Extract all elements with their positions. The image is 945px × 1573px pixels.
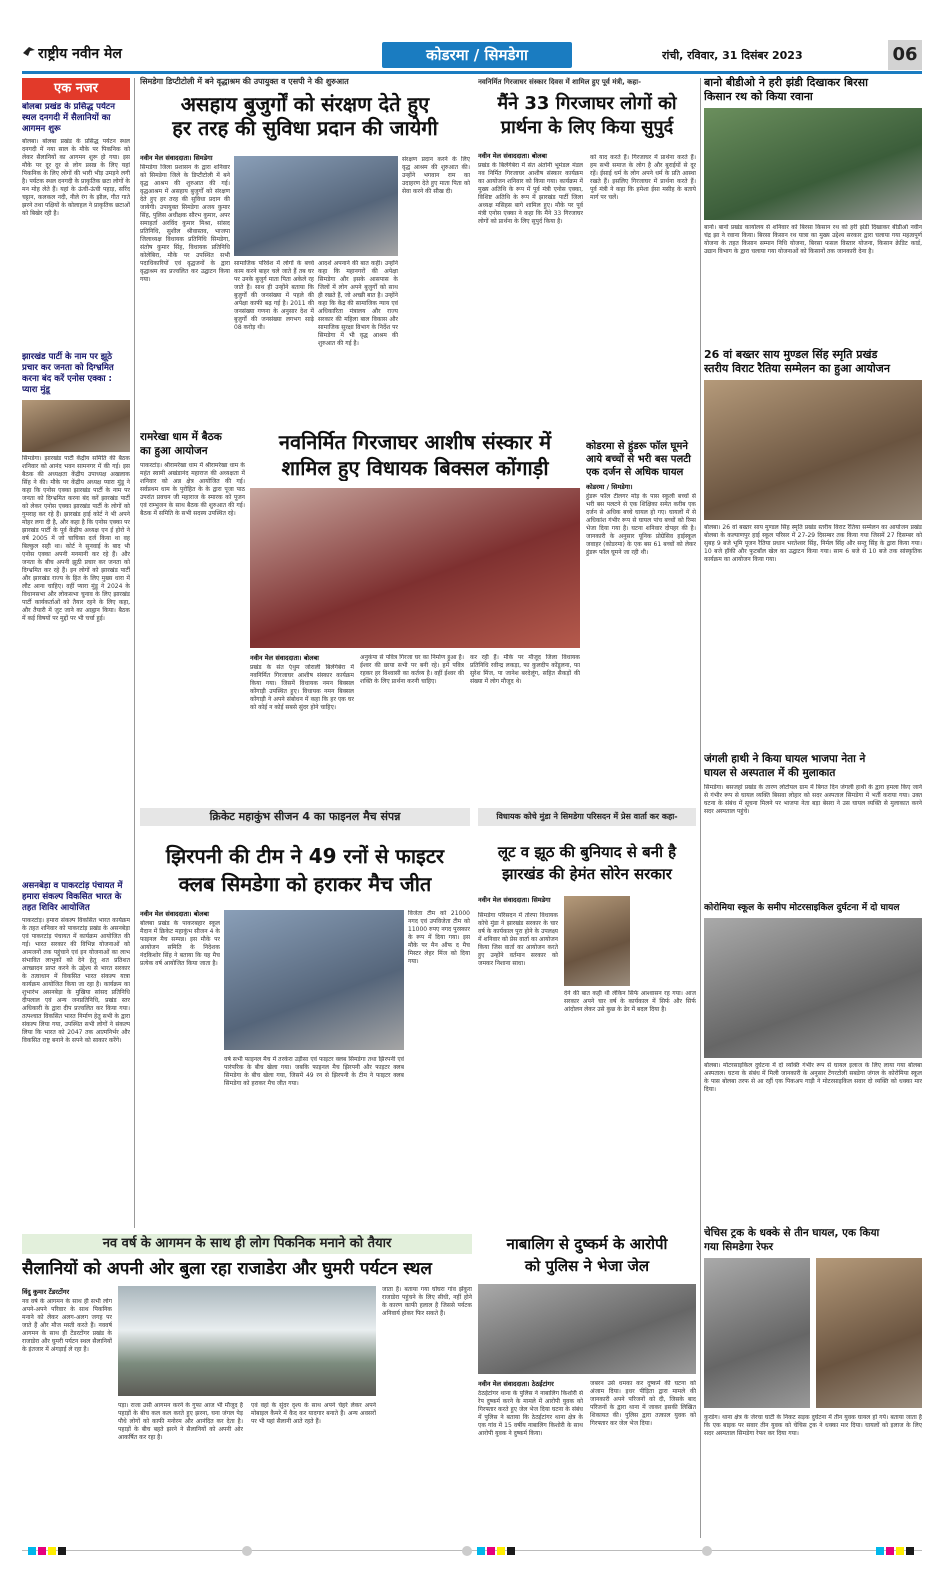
headline: मैंने 33 गिरजाघर लोगों को [497, 93, 677, 114]
cyan-swatch [28, 1547, 36, 1555]
story-body: सामाजिक परिवेश में लोगों के बच्चे काम करने बाहर चले जाते हैं तब घर पर उनके बुजुर्ग माता पिता अकेले रह जाते हैं। साथ ही उन्होंने बताया कि बुजुर्गों की जनसंख्या में पहले की अपेक्षा काफी बढ़ गई है। 2011 की जनसंख्या गणना के अनुसार देश में बुजुर्गों की जनसंख्या लगभग साढ़े 08 करोड़ थी। [234, 260, 314, 331]
paper-name: राष्ट्रीय नवीन मेल [38, 46, 122, 62]
black-swatch [58, 1547, 66, 1555]
story-ramrekha [140, 430, 245, 680]
story-picnic [22, 1256, 472, 1540]
registration-mark-icon [702, 1546, 712, 1556]
story-body: सिमडेगा जिला प्रशासन के द्वारा शनिवार को सिमडेगा जिले के डिप्टीटोली में बने वृद्ध आश्रम की शुरुआत की गई। वृद्धआश्रम में असहाय बुजुर्गों को संरक्षण देते हुए हर तरह की सुविधा प्रदान की जायेगी। उपायुक्त सिमडेगा अजय कुमार सिंह, पुलिस अधीक्षक सौरभ कुमार, अपर समाहर्ता अरविंद कुमार मिश्रा, सांसद प्रतिनिधि, सुशील श्रीवास्तव, भाजपा जिलाध्यक्ष विधायक प्रतिनिधि सिमडेगा, संतोष कुमार सिंह, विधायक प्रतिनिधि कोलेबिरा, मौके पर उपस्थित सभी पदाधिकारियों एवं वृद्धजनों के द्वारा वृद्धाश्रम का प्रज्वलित कर उद्घाटन किया गया। [140, 164, 230, 283]
byline: नवीन मेल संवाददाता। बोलबा [140, 910, 209, 918]
injured-photo [704, 1258, 810, 1408]
story-body: ठेठईटांगर थाना के पुलिस ने नाबालिग किशोरी से रेप दुष्कर्म करने के मामले में आरोपी युवक को गिरफ्तार करते हुए जेल भेज दिया घटना के संबंध में पुलिस ने बताया कि ठेठईटांगर थाना क्षेत्र के एक गांव में 15 वर्षीय नाबालिग किशोरी के साथ आरोपी युवक ने दुष्कर्म किया। [478, 1390, 583, 1437]
oldage-photo [234, 156, 398, 256]
yellow-swatch [896, 1547, 904, 1555]
story-truck [704, 1226, 922, 1540]
headline: चेचिस ट्रक के धक्के से तीन घायल, एक किया [704, 1227, 880, 1239]
story-body: सिमडेगा परिसदन में तोरपा विधायक कोचे मुंडा ने झारखंड सरकार के चार वर्ष के कार्यकाल पूरा होने के उपलक्ष्य में शनिवार को प्रेस वार्ता का आयोजन किया जिस वार्ता का आयोजन करते हुए उन्होंने वर्तमान सरकार को जमकर निशाना साधा। [478, 912, 558, 967]
headline: सैलानियों को अपनी ओर बुला रहा राजाडेरा और घुमरी पर्यटन स्थल [22, 1259, 432, 1279]
sidebar-item-body: पाकरटांड़। हमारा संकल्प विकसित भारत कार्यक्रम के तहत शनिवार को पाकरटांड़ प्रखंड के असनबेड़ा एवं पाकरटांड़ पंचायत में कार्यक्रम आयोजित की गई। भारत सरकार की विभिन्न योजनाओं को आमजनों तक पहुंचाने एवं इन योजनाओं का लाभ संभावित लाभुकों को देने हेतु शत प्रतिशत आच्छादन प्राप्त करने के उद्देश्य से भारत सरकार के तत्वाधान में विकसित भारत संकल्प यात्रा कार्यक्रम आयोजित किया जा रहा है। कार्यक्रम का शुभारंभ असनबेड़ा के मुखिया सांसद प्रतिनिधि दीपलाल एवं अन्य जनप्रतिनिधि, प्रखंड स्तर अधिकारी के द्वारा दीप प्रज्वलित कर किया गया। तत्पश्चात विकसित भारत निर्माण हेतु सभी के द्वारा संकल्प लिया गया, उपस्थित सभी लोगों ने संकल्प लिया कि भारत को 2047 तक आत्मनिर्भर और विकसित राष्ट्र बनाने के सपने को साकार करेंगे। [22, 917, 130, 1044]
story-body: जबरन उसे धमका कर दुष्कर्म की घटना को अंजाम दिया। इधर पीड़िता द्वारा मामले की जानकारी अपने परिजनों को दी, जिसके बाद परिजनों के द्वारा थाना में जाकर इसकी लिखित शिकायत की। पुलिस द्वारा तत्काल युवक को गिरफ्तार कर जेल भेज दिया। [590, 1380, 696, 1427]
waterfall-photo [118, 1286, 376, 1396]
masthead-rule [22, 71, 922, 74]
story-body: बोलबा। 26 वां बख्तर साय मुण्डल सिंह स्मृति प्रखंड स्तरीय विराट रैतिया सम्मेलन का आयोजन प्रखंड बोलबा के कल्याणपुर हाई स्कूल परिसर में 27-29 दिसम्बर तक किया गया जिसमें 27 दिसम्बर को सुबह 9 बजे भूमि पूजन रैतिया प्रधान भरतेश्वर सिंह, निर्मल सिंह और सन्तु सिंह के द्वारा किया गया। 10 बजे हॉकी और फुटबॉल खेल का उद्घाटन किया गया। साम 6 बजे से 10 बजे तक सांस्कृतिक कार्यक्रम का आयोजन किया गया। [704, 524, 922, 563]
cricket-band: क्रिकेट महाकुंभ सीजन 4 का फाइनल मैच संपन्न [140, 808, 470, 826]
cyan-swatch [876, 1547, 884, 1555]
black-swatch [507, 1547, 515, 1555]
headline: झिरपनी की टीम ने 49 रनों से फाइटर [165, 844, 445, 868]
sidebar-item-headline: असनबेड़ा व पाकरटांड़ पंचायत में हमारा संकल्प विकसित भारत के तहत शिविर आयोजित [22, 881, 123, 913]
story-body: संरक्षण प्रदान करने के लिए वृद्ध आश्रम की शुरुआत की। उन्होंने भगवान राम का उदाहरण देते हुए माता पिता को सेवा करने की सीख दी। [402, 156, 470, 195]
headline: नवनिर्मित गिरजाघर आशीष संस्कार में [278, 430, 552, 454]
headline: झारखंड की हेमंत सोरेन सरकार [502, 865, 672, 883]
story-body: पड़ा। राजा उसी आगमन करने के गुफा आज भी मौजूद है पहाड़ों के बीच कल कल करते हुए झरना, घना जंगल पेड़ पौधे लोगों को काफी मनोरम और आनंदित कर देता है। पहाड़ों के बीच बहते झरने ने सैलानियों को अपनी ओर आकर्षित कर रहा है। [118, 1402, 243, 1441]
story-body: पाकरटांड़। श्रीरामरेखा धाम में श्रीरामरेखा धाम के महंत स्वामी अखंडानंद महाराज की अध्यक्षता में शनिवार को अन्न क्षेत्र आयोजित की गई। सर्वप्रथम धाम के पुरोहित के के द्वारा पूजा पाठ उपरांत प्रवचन जी महाराज के स्मारक को पूजन एवं राम्भुजन के साथ बैठक की शुरुआत की गई। बैठक में समिति के सभी सदस्य उपस्थित रहे। [140, 462, 245, 517]
section-banner: कोडरमा / सिमडेगा [382, 42, 572, 68]
story-koribeda [704, 752, 922, 1222]
cyan-swatch [477, 1547, 485, 1555]
mla-photo [564, 896, 630, 986]
yellow-swatch [48, 1547, 56, 1555]
headline: 26 वां बख्तर साय मुण्डल सिंह स्मृति प्रखंड [704, 348, 878, 361]
headline: क्लब सिमडेगा को हराकर मैच जीत [178, 872, 432, 896]
headline: को पुलिस ने भेजा जेल [524, 1257, 650, 1275]
byline: नवीन मेल संवाददाता। बोलबा [478, 152, 547, 160]
sammelan-photo [704, 380, 922, 520]
footer-rule [22, 1550, 922, 1551]
meeting-photo [22, 400, 130, 452]
church-ceremony-photo [250, 488, 580, 648]
byline: नवीन मेल संवाददाता। ठेठईटांगर [478, 1380, 554, 1388]
story-bano [704, 76, 922, 342]
sidebar-label: एक नजर [22, 78, 130, 100]
byline: नवीन मेल संवाददाता। सिमडेगा [140, 154, 213, 162]
headline: नाबालिग से दुष्कर्म के आरोपी [506, 1235, 668, 1253]
story-body: अनुकंपा से पवित्र गिरजा घर का निर्माण हुआ है। ईश्वर की छाया सभी पर बनी रहे। हमें पवित्र रहकर हर विश्वासी का कर्तव्य है। वहीं ईश्वर की शक्ति के लिए प्रार्थना करनी चाहिए। [360, 654, 464, 685]
story-body: हुंडरू फॉल टीलगर मोड़ के पास स्कूली बच्चों से भरी बस पलटने से एक शिक्षिका समेत करीब एक दर्जन से अधिक बच्चे घायल हो गए। घायलों में से अधिकांश गंभीर रूप से घायल पांच बच्चों को रिम्स भेजा दिया गया है। घटना शनिवार दोपहर की है। जानकारी के अनुसार यूनिक प्रोग्रेसिव हाईस्कूल जवाहर (कोडरमा) के एक बस 61 बच्चों को लेकर हुंडरू फॉल घूमने जा रही थी। [586, 493, 696, 556]
magenta-swatch [487, 1547, 495, 1555]
headline: स्तरीय विराट रैतिया सम्मेलन का हुआ आयोजन [704, 362, 890, 375]
hemant-band: विधायक कोचे मुंडा ने सिमडेगा परिसदन में प्रेस वार्ता कर कहा- [478, 808, 696, 826]
headline: रामरेखा धाम में बैठक [140, 431, 222, 443]
headline: शामिल हुए विधायक बिक्सल कोंगाड़ी [281, 456, 549, 480]
headline: असहाय बुजुर्गों को संरक्षण देते हुए [180, 92, 430, 116]
issue-date: रांची, रविवार, 31 दिसंबर 2023 [662, 49, 803, 62]
story-kodarma [586, 440, 696, 805]
bano-flag-off-photo [704, 108, 922, 220]
story-body: आदर्श अपनाने की बात कही। उन्होंने कहा कि महानगरों की अपेक्षा सिमडेगा और इसके आसपास के जिलों में लोग अपने बुजुर्गों को साथ ही रखते हैं, जो अच्छी बात है। उन्होंने कहा कि केंद्र की सामाजिक न्याय एवं अधिकारिता मंत्रालय और राज्य सरकार की महिला बाल विकास और सामाजिक सुरक्षा विभाग के निर्देश पर सिमडेगा में भी वृद्ध आश्रम की शुरुआत की गई है। [318, 260, 398, 347]
magenta-swatch [38, 1547, 46, 1555]
story-kongari [250, 430, 580, 805]
headline: प्रार्थना के लिए किया सुपुर्द [500, 117, 674, 138]
story-mundal [704, 348, 922, 748]
accused-photo [478, 1284, 696, 1374]
headline: एक दर्जन से अधिक घायल [586, 467, 684, 478]
story-rape [478, 1234, 696, 1540]
footer-color-bar [22, 1545, 922, 1557]
trophy-photo [224, 910, 404, 1050]
byline: विंदु कुमार टेंडरटोंगर [22, 1288, 70, 1296]
story-body: एवं वहां के सुंदर दृश्य के साथ अपने चेहरे लेकर अपने मोबाइल कैमरे में कैद कर यादगार बनाते हैं। अन्य अवसरों पर भी यहां सैलानी आते रहते हैं। [251, 1402, 376, 1425]
page-number: 06 [888, 40, 922, 70]
story-body: बोलबा। मोटरसाइकिल दुर्घटना में दो व्यक्ति गंभीर रूप से घायल इलाज के लिए लाया गया बोलबा अस्पताल। घटना के संबंध में मिली जानकारी के अनुसार टेंगरटोली सबडेगा जंगल के कोरोमिया स्कूल के पास बोलबा तरफ से आ रहीं एक पिकअप गाड़ी ने मोटरसाइकिल सवार दो व्यक्ति को धक्का मार दिया। [704, 1062, 922, 1093]
headline: बानो बीडीओ ने हरी झंडी दिखाकर बिरसा [704, 76, 868, 89]
story-church [478, 76, 696, 421]
story-body: जाता है। बताया गया घोघरा गांव झेंकुरा राजाडेरा पहुंचने के लिए सीधी, नहीं होने के कारण काफी हलाल है जिससे पर्यटक अनिवार्य होकर फिर सकते हैं। [382, 1286, 472, 1317]
story-body: बोलबा प्रखंड के पाकरबहार स्कूल मैदान में क्रिकेट महाकुंभ सीजन 4 के फाइनल मैच सम्पन्न। इस मौके पर आयोजन समिति के निदेशक नंदकिशोर सिंह ने बताया कि यह मैच प्रत्येक वर्ष आयोजित किया जाता है। [140, 920, 220, 967]
kicker: सिमडेगा डिप्टीटोली में बने वृद्धाश्रम की उपायुक्त व एसपी ने की शुरुआत [140, 77, 349, 86]
bird-logo-icon [22, 44, 36, 58]
story-body: विजेता टीम को 21000 नगद एवं उपविजेता टीम को 11000 रुपए नगद पुरस्कार के रूप में दिया गया। इस मौके पर मैन ऑफ द मैच मिस्टर लेहर मिंज को दिया गया। [408, 910, 470, 965]
black-swatch [906, 1547, 914, 1555]
masthead [22, 40, 922, 70]
byline: कोडरमा / सिमडेगा। [586, 483, 633, 491]
sidebar-column [22, 102, 130, 1230]
story-body: देने की बात कही थी लेकिन सिर्फ आश्वासन रह गया। आज सरकार अपने चार वर्ष के कार्यकाल में सिर्फ और सिर्फ आंदोलन लेकर उसे कुछ के ढेर में बदल दिया है। [564, 990, 696, 1013]
headline: गया सिमडेगा रेफर [704, 1241, 774, 1253]
yellow-swatch [497, 1547, 505, 1555]
sidebar-item-headline: बोलबा प्रखंड के प्रसिद्ध पर्यटन स्थल दनगदी में सैलानियों का आगमन शुरू [22, 102, 115, 134]
byline: नवीन मेल संवाददाता। सिमडेगा [478, 896, 551, 904]
sub-headline: कोरोमिया स्कूल के समीप मोटरसाइकिल दुर्घटना में दो घायल [704, 903, 900, 913]
byline: नवीन मेल संवाददाता। बोलबा [250, 654, 319, 662]
headline: घायल से अस्पताल में की मुलाकात [704, 767, 836, 779]
sidebar-item-body: बोलबा। बोलबा प्रखंड के प्रसिद्ध पर्यटन स्थल दनगदी में नया साल के मौके पर पिकनिक को लेकर सैलानियों का आगमन शुरू हो गया। इस मौके पर दूर दूर से लोग प्रसन्न के लिए यहां पिकनिक के लिए लोगों की भारी भीड़ उमड़ने लगी है। पर्यटक स्थल दनगदी के प्राकृतिक छटा लोगों के मन मोह लेते हैं। यहां के ऊंची-ऊंची पहाड़, सरिंद चट्टान, कलकल नदी, नीले रंग के झील, गीत गाते झरने तथा पक्षियों के कोलाहल ने प्राकृतिक छटाओं को बिखेर रही है। [22, 138, 130, 217]
headline: आये बच्चों से भरी बस पलटी [586, 454, 691, 465]
injured-photo [816, 1258, 922, 1408]
kicker: नवनिर्मित गिरजाघर संस्कार दिवस में शामिल हुए पूर्व मंत्री, कहा- [478, 78, 641, 86]
headline: का हुआ आयोजन [140, 445, 208, 457]
story-body: कुरडेग। थाना क्षेत्र के जेरचा घाटी के निकट सड़क दुर्घटना में तीन युवक घायल हो गये। बताया जाता है कि एक बाइक पर सवार तीन युवक को चेचिस ट्रक ने धक्का मार दिया। घायलों को इलाज के लिए सदर अस्पताल सिमडेगा रेफर कर दिया गया। [704, 1414, 922, 1437]
headline: लूट व झूठ की बुनियाद से बनी है [497, 843, 677, 861]
picnic-band: नव वर्ष के आगमन के साथ ही लोग पिकनिक मनाने को तैयार [22, 1234, 472, 1254]
headline: किसान रथ को किया रवाना [704, 90, 813, 103]
headline: जंगली हाथी ने किया घायल भाजपा नेता ने [704, 753, 866, 765]
column-divider [700, 78, 701, 1538]
headline: कोडरमा से हुंडरू फॉल घूमने [586, 441, 688, 452]
story-oldage [140, 76, 470, 406]
story-body: कर रही हैं। मौके पर मौजूद जिला विधायक प्रतिनिधि रवीन्द्र लकड़ा, फा कुलदीप कोंडूलना, फा सुरेश मिंज, पा जानेश बरदेलूंग, सहित सैकड़ों की संख्या में लोग मौजूद थे। [470, 654, 580, 685]
story-body: वर्ष सभी फाइनल मैच में तरकेरा उड़ीसा एवं फाइटर क्लब सिमडेगा तथा झिरपनी एवं पारंपरिक के बीच खेला गया। जबकि फाइनल मैच झिरपनी और फाइटर क्लब सिमडेगा के बीच खेला गया, जिसमें 49 रन से झिरपनी के टीम ने फाइटर क्लब सिमडेगा को हराकर मैच जीत गया। [224, 1056, 404, 1087]
story-cricket [140, 830, 470, 1230]
registration-mark-icon [462, 1546, 472, 1556]
story-body: सिमडेगा। बसजहां प्रखंड के तारण लोटोयल ग्राम में बिगत दिन जंगली हाथी के द्वारा हमला किए जाने से गंभीर रूप से घायल व्यक्ति बिसवा लोहार को सदर अस्पताल सिमडेगा में भर्ती कराया गया। उक्त घटना के संबंध में सूचना मिलने पर भाजपा नेता बड़ा बेसरा ने उस घायल व्यक्ति से मुलाकात करने सदर अस्पताल पहुंचे। [704, 784, 922, 815]
magenta-swatch [886, 1547, 894, 1555]
headline: हर तरह की सुविधा प्रदान की जायेगी [172, 116, 438, 140]
story-body: को याद करते हैं। गिरजाघर में प्रार्थना करते हैं। हम सभी समाज के लोग है और बुराईयों से दूर रहें। ईसाई धर्म के लोग अपने धर्म के प्रति आस्था रखते हैं। इसलिए गिरजाघर में प्रार्थना करते हैं। पूर्व मंत्री ने कहा कि हमेशा ईसा मसीह के बताये मार्ग पर चलें। [590, 154, 696, 201]
story-body: प्रखंड के बिलेंगेबेरा में संत अंतोनी भूमंडल मंडल नव निर्मित गिरजाघर आशीष संस्कार कार्यक्रम का आयोजन शनिवार को किया गया। कार्यक्रम में मुख्य अतिथि के रूप में पूर्व मंत्री एनोस एक्का, विशिष्ट अतिथि के रूप में झारखंड पार्टी जिला अध्यक्ष मसिहस बागे शामिल हुए। मौके पर पूर्व मंत्री एनोस एक्का ने कहा कि मैंने 33 गिरजाघर लोगों को प्रार्थना के लिए सुपुर्द किया है। [478, 162, 583, 225]
sidebar-item-body: सिमडेगा। झारखंड पार्टी केंद्रीय समिति की बैठक शनिवार को आनंद भवन सामनगर में की गई। इस बैठक की अध्यक्षता केंद्रीय उपाध्यक्ष अखलाक सिंह ने की। मौके पर केंद्रीय अध्यक्ष प्यारा मुंडू ने कहा कि एनोस एक्का झारखंड पार्टी के नाम पर जनता को दिग्भ्रमित करना बंद करें झारखंड पार्टी को लेकर एनोस एक्का झारखंड पार्टी के लोगों को गुमराह कर रहे हैं। झारखंड हाई कोर्ट ने भी अपने मोहर लगा दी है, और कहा है कि एनोस एक्का पर झारखंड पार्टी के पूर्व केंद्रीय अध्यक्ष एन ई होरो ने वर्ष 2005 में जो चाचिका दर्ज किया था वह बिल्कुल सही था। कोर्ट ने सुनवाई के बाद भी एनोस एक्का अपनी मनमानी कर रहे हैं। और जनता के बीच अपनी झूठी प्रचार कर जनता को दिग्भ्रमित कर रहे हैं। इन लोगों को झारखंड पार्टी और झारखंड राज्य के हित के लिए मुख्य धारा में लौट आना चाहिए। वहीं प्यारा मुंडू ने 2024 के विधानसभा और लोकसभा चुनाव के लिए झारखंड पार्टी कार्यकर्ताओं को तैयार रहने के लिए कहा, और तैयारी में जुट जाने का आह्वान किया। बैठक में कई विषयों पर मुद्दों पर भी चर्चा हुई। [22, 455, 130, 622]
story-body: नव वर्ष के आगमन के साथ ही सभी लोग अपने-अपने परिवार के साथ पिकनिक मनाने को लेकर अलग-अलग जगह पर जाते हैं और मौज मस्ती करते हैं। नववर्ष आगमन के साथ ही टेंडरटोंगर प्रखंड के राजाडेरा और घुमरी पर्यटन स्थल सैलानियों के इंतजार में अंगड़ाई ले रहा है। [22, 1298, 112, 1353]
hospital-photo [704, 918, 922, 1058]
story-hemant [478, 830, 696, 1230]
story-body: बानो। बानो प्रखंड कार्यालय से शनिवार को बिरसा किसान रथ को हरी झंडी दिखाकर बीडीओ नवीन चंद्र झा ने रवाना किया। बिरसा किसान रथ यात्रा का मुख्य उद्देश्य सरकार द्वारा चलाया गया महत्वपूर्ण योजना के तहत किसान सम्मान निधि योजना, बिरसा फसल विस्तार योजना, किसान क्रेडिट कार्ड, उद्यान विभाग के द्वारा चलाया गया योजनाओं को किसानों तक जानकारी देना है। [704, 224, 922, 255]
story-body: प्रखंड के संत एंथुम जोराली बिलेंगेबेरा में नवनिर्मित गिरजाघर आशीष संस्कार कार्यक्रम किया गया। जिसमें विधायक नमन बिक्सल कोंगाड़ी उपस्थित हुए। विधायक नमन बिक्सल कोंगाड़ी ने अपने संबोधन में कहा कि हर एक घर को कोई न कोई सबसे सुंदर होने चाहिए। [250, 664, 354, 711]
sidebar-item-headline: झारखंड पार्टी के नाम पर झूठे प्रचार कर जनता को दिग्भ्रमित करना बंद करें एनोस एक्का : प्यारा मुंडू [22, 352, 114, 395]
column-divider [134, 78, 135, 1228]
registration-mark-icon [242, 1546, 252, 1556]
